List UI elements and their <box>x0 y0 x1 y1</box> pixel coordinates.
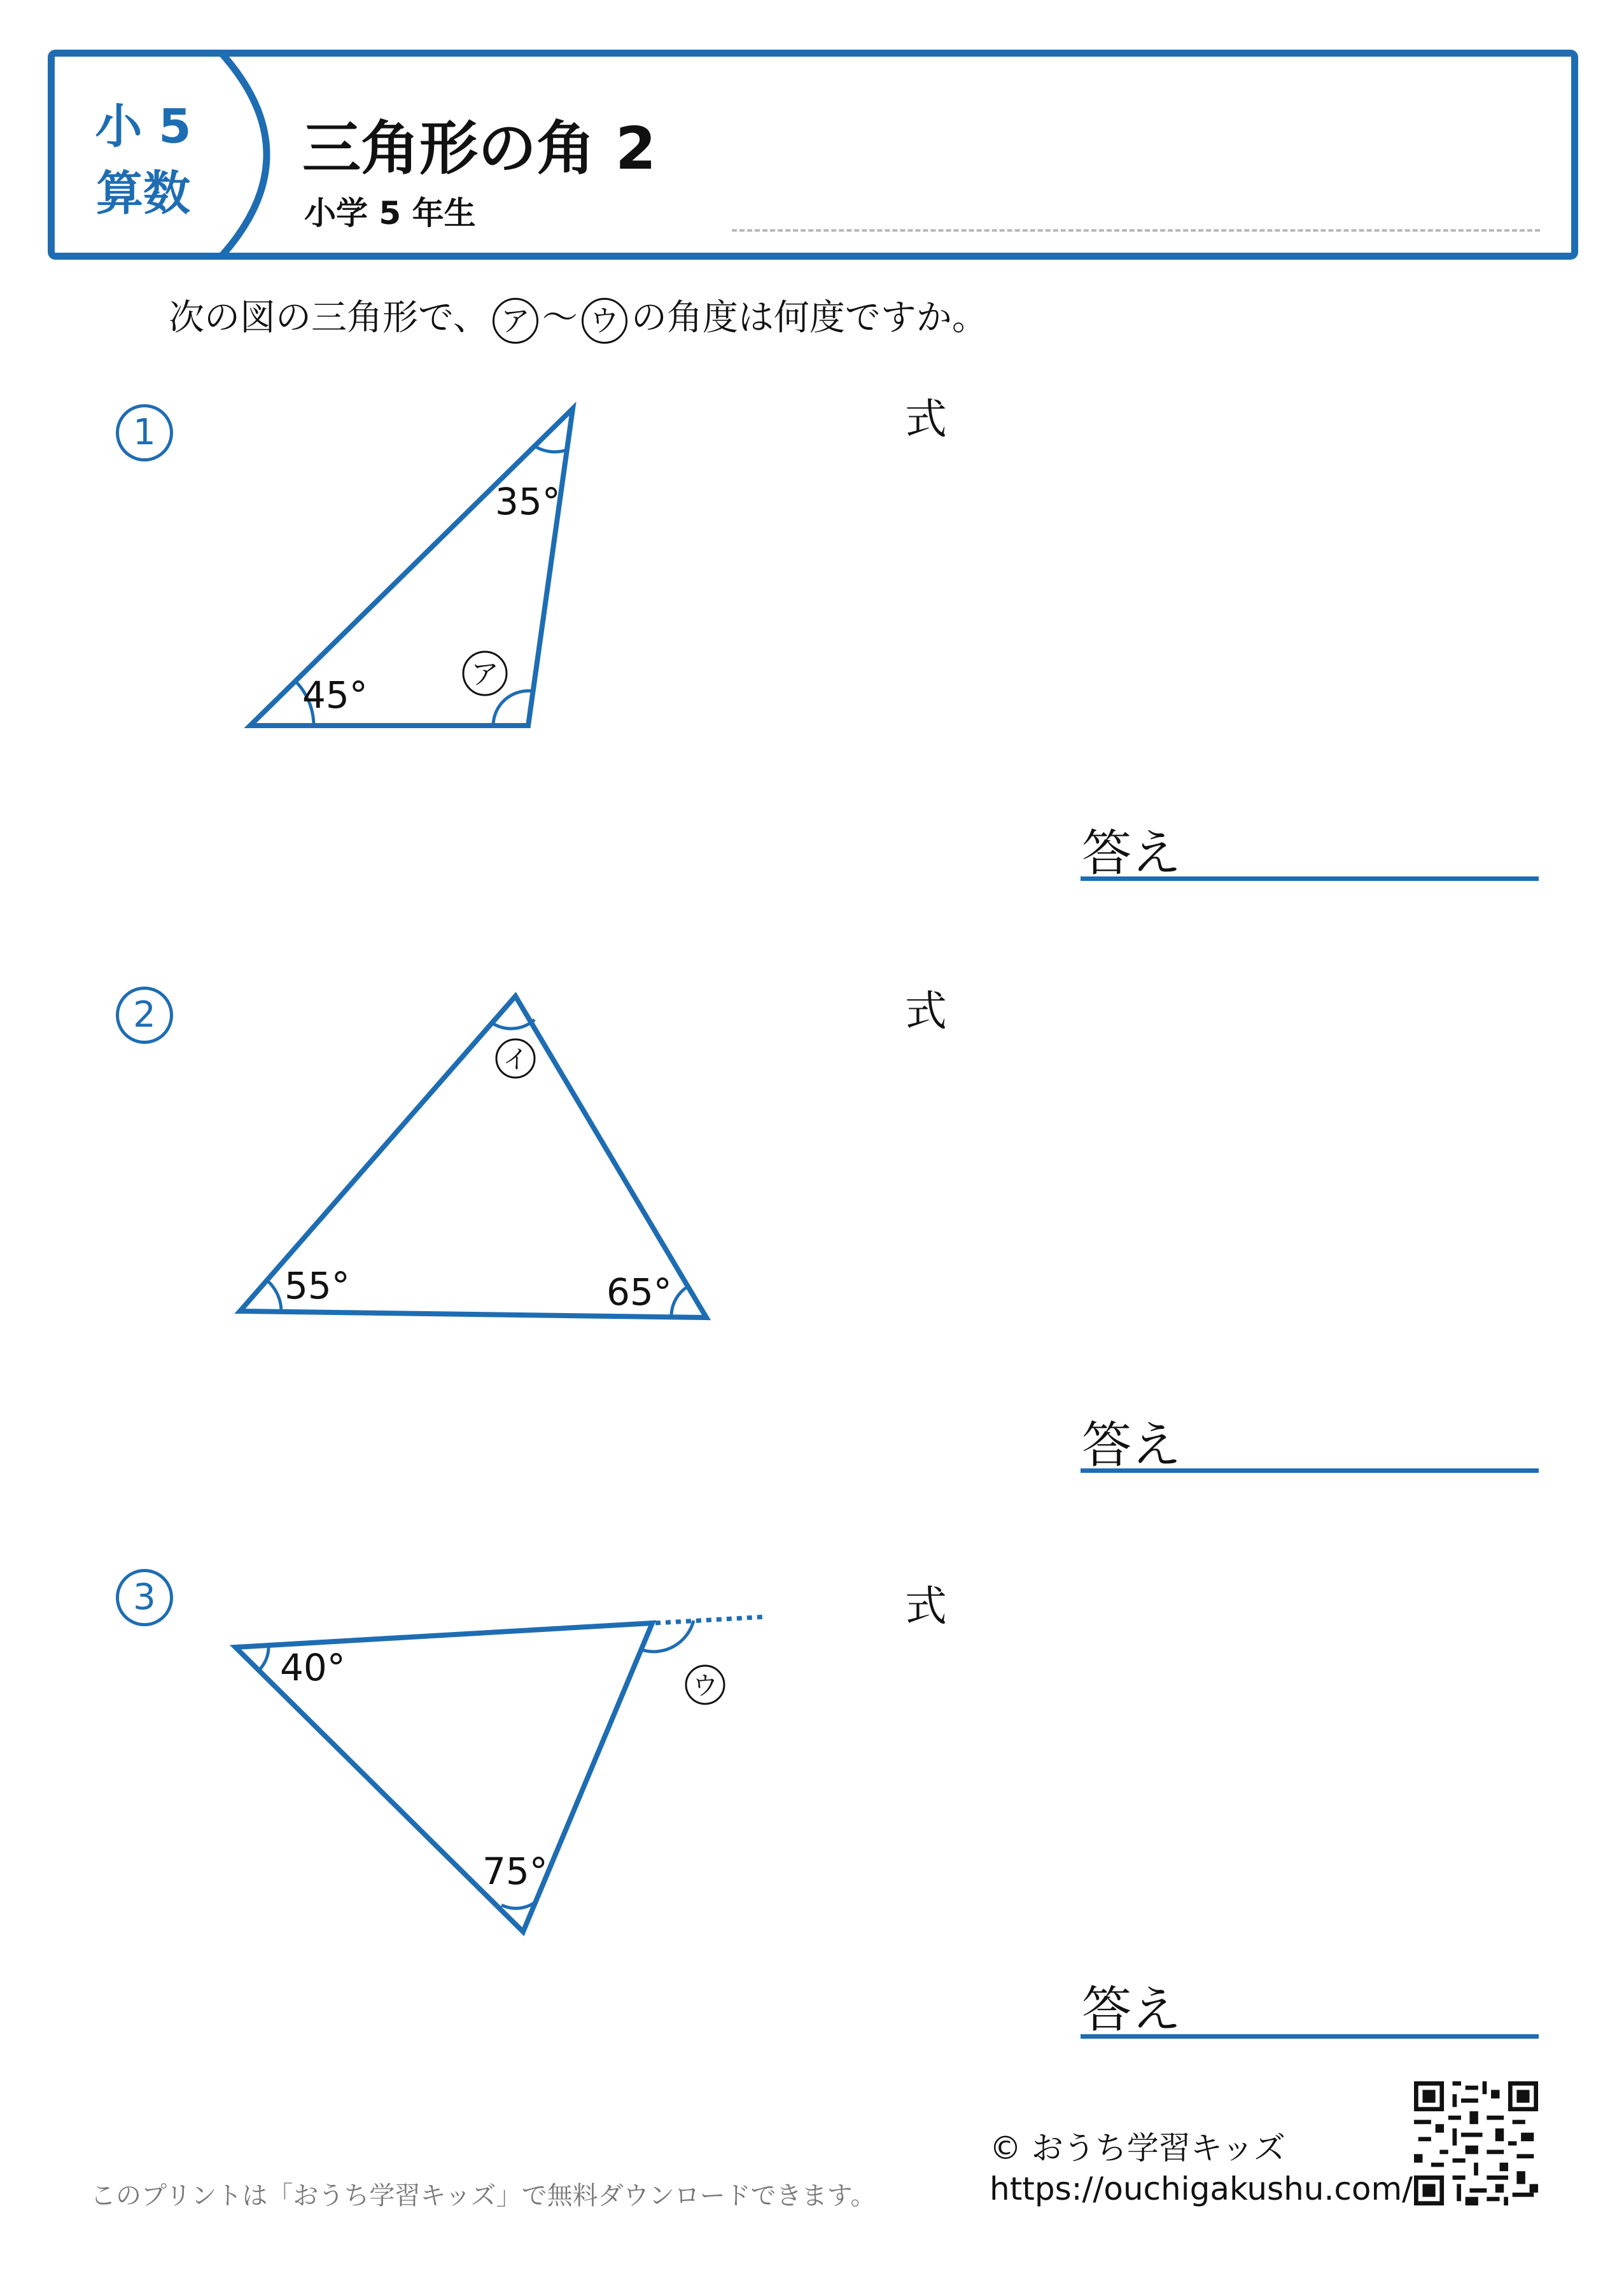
triangle-1-outline <box>250 409 573 726</box>
triangle-1-angle-top: 35° <box>495 480 561 523</box>
triangle-3-arc-left <box>258 1645 269 1671</box>
triangle-3-unknown-circle <box>686 1666 724 1704</box>
name-line <box>732 229 1540 232</box>
triangle-1-arc-right <box>493 691 533 726</box>
problem-3-answer-line[interactable] <box>1081 2034 1539 2039</box>
problem-1-formula-label: 式 <box>905 395 947 444</box>
page-title: 三角形の角 2 <box>302 115 657 183</box>
triangle-2-angle-right: 65° <box>606 1270 672 1314</box>
triangle-2-outline <box>240 996 706 1318</box>
triangle-2-arc-left <box>267 1281 281 1312</box>
instruction-to-mark: ウ <box>582 298 627 344</box>
qr-code-icon <box>1414 2081 1538 2205</box>
page-subtitle: 小学 5 年生 <box>304 195 476 232</box>
triangle-2-angle-left: 55° <box>284 1264 350 1307</box>
problem-3-formula-label: 式 <box>905 1582 947 1631</box>
triangle-1-arc-top <box>533 445 566 452</box>
triangle-3-angle-bottom: 75° <box>482 1850 548 1893</box>
instruction-tilde: ～ <box>542 297 578 339</box>
instruction <box>169 290 988 344</box>
problem-2-answer-line[interactable] <box>1081 1468 1539 1473</box>
problem-1-answer-line[interactable] <box>1081 876 1539 881</box>
triangle-1-arc-left <box>295 681 314 726</box>
triangle-3-arc-bottom <box>501 1901 536 1908</box>
problem-3-triangle <box>235 1617 767 1932</box>
instruction-prefix: 次の図の三角形で、 <box>169 297 489 339</box>
triangle-2-arc-right <box>671 1286 689 1317</box>
triangle-1-angle-left: 45° <box>302 673 368 717</box>
footer-copyright: © おうち学習キッズ <box>990 2130 1285 2167</box>
problem-2-answer-label: 答え <box>1082 1417 1182 1474</box>
problem-1-number: 1 <box>116 404 173 461</box>
footer-url[interactable]: https://ouchigakushu.com/ <box>990 2170 1413 2207</box>
triangle-2-arc-top <box>492 1020 535 1029</box>
problem-2-number: 2 <box>116 987 173 1044</box>
problem-1-triangle <box>250 409 573 726</box>
problem-3-number: 3 <box>116 1569 173 1626</box>
instruction-from-mark: ア <box>493 298 538 344</box>
triangle-1-unknown-label: ア <box>471 658 499 691</box>
instruction-suffix: の角度は何度ですか。 <box>631 297 988 339</box>
triangle-3-outline <box>235 1623 652 1932</box>
subject-label: 算数 <box>96 166 190 221</box>
triangle-2-unknown-circle <box>496 1039 535 1078</box>
triangle-3-extension-line <box>655 1617 767 1623</box>
triangle-1-unknown-circle <box>463 652 507 695</box>
triangle-3-angle-left: 40° <box>280 1646 346 1689</box>
triangle-3-arc-exterior <box>641 1621 694 1652</box>
footer-note: このプリントは「おうち学習キッズ」で無料ダウンロードできます。 <box>90 2181 876 2211</box>
problem-1-answer-label: 答え <box>1082 825 1182 882</box>
triangle-2-unknown-label: イ <box>503 1045 528 1074</box>
problem-2-formula-label: 式 <box>905 987 947 1036</box>
problem-3-answer-label: 答え <box>1082 1981 1182 2039</box>
triangle-3-unknown-label: ウ <box>692 1671 718 1701</box>
problem-2-triangle <box>240 996 706 1318</box>
grade-label: 小 5 <box>95 99 192 154</box>
